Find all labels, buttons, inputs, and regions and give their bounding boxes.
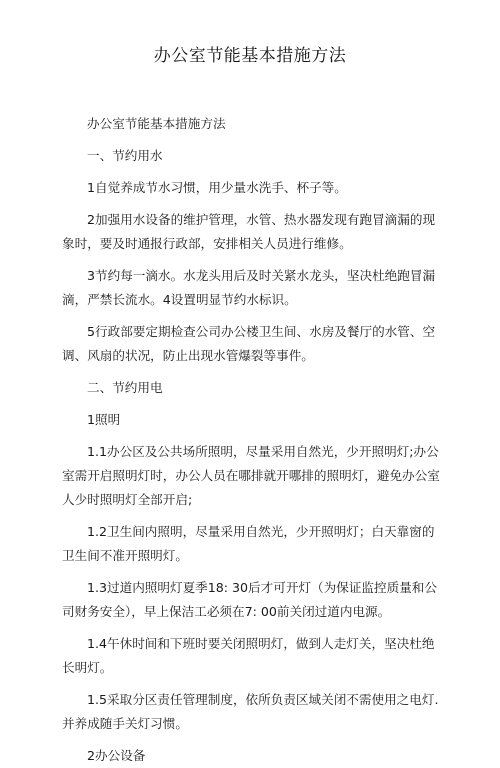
- subsection-heading-office-equipment: 2办公设备: [87, 748, 146, 763]
- paragraph-subtitle: 办公室节能基本措施方法: [87, 116, 226, 131]
- document-body: [62, 112, 442, 768]
- section-heading-electricity: 二、节约用电: [87, 380, 163, 395]
- paragraph: 5行政部要定期检查公司办公楼卫生间、水房及餐厅的水管、空调、风扇的状况，防止出现水管爆裂等事件。: [62, 324, 436, 363]
- paragraph: 1.3过道内照明灯夏季18: 30后才可开灯（为保证监控质量和公司财务安全），早上保洁工必须在7: 00前关闭过道内电源。: [62, 580, 437, 619]
- document-title: 办公室节能基本措施方法: [153, 46, 347, 66]
- subsection-heading-lighting: 1照明: [87, 412, 121, 427]
- paragraph: 2加强用水设备的维护管理，水管、热水器发现有跑冒滴漏的现象时，要及时通报行政部，安排相关人员进行维修。: [62, 212, 436, 251]
- paragraph: 1.2卫生间内照明，尽量采用自然光，少开照明灯；白天靠窗的卫生间不准开照明灯。: [62, 524, 435, 563]
- paragraph: 3节约每一滴水。水龙头用后及时关紧水龙头，坚决杜绝跑冒漏滴，严禁长流水。4设置明显节约水标识。: [62, 268, 436, 307]
- section-heading-water: 一、节约用水: [87, 148, 163, 163]
- paragraph: 1.5采取分区责任管理制度，依所负责区域关闭不需使用之电灯.并养成随手关灯习惯。: [62, 692, 439, 731]
- paragraph: 1自觉养成节水习惯，用少量水洗手、杯子等。: [87, 180, 347, 195]
- paragraph: 1.4午休时间和下班时要关闭照明灯，做到人走灯关，坚决杜绝长明灯。: [62, 636, 435, 675]
- paragraph: 1.1办公区及公共场所照明，尽量采用自然光，少开照明灯;办公室需开启照明灯时，办公人员在哪排就开哪排的照明灯，避免办公室人少时照明灯全部开启;: [62, 444, 440, 507]
